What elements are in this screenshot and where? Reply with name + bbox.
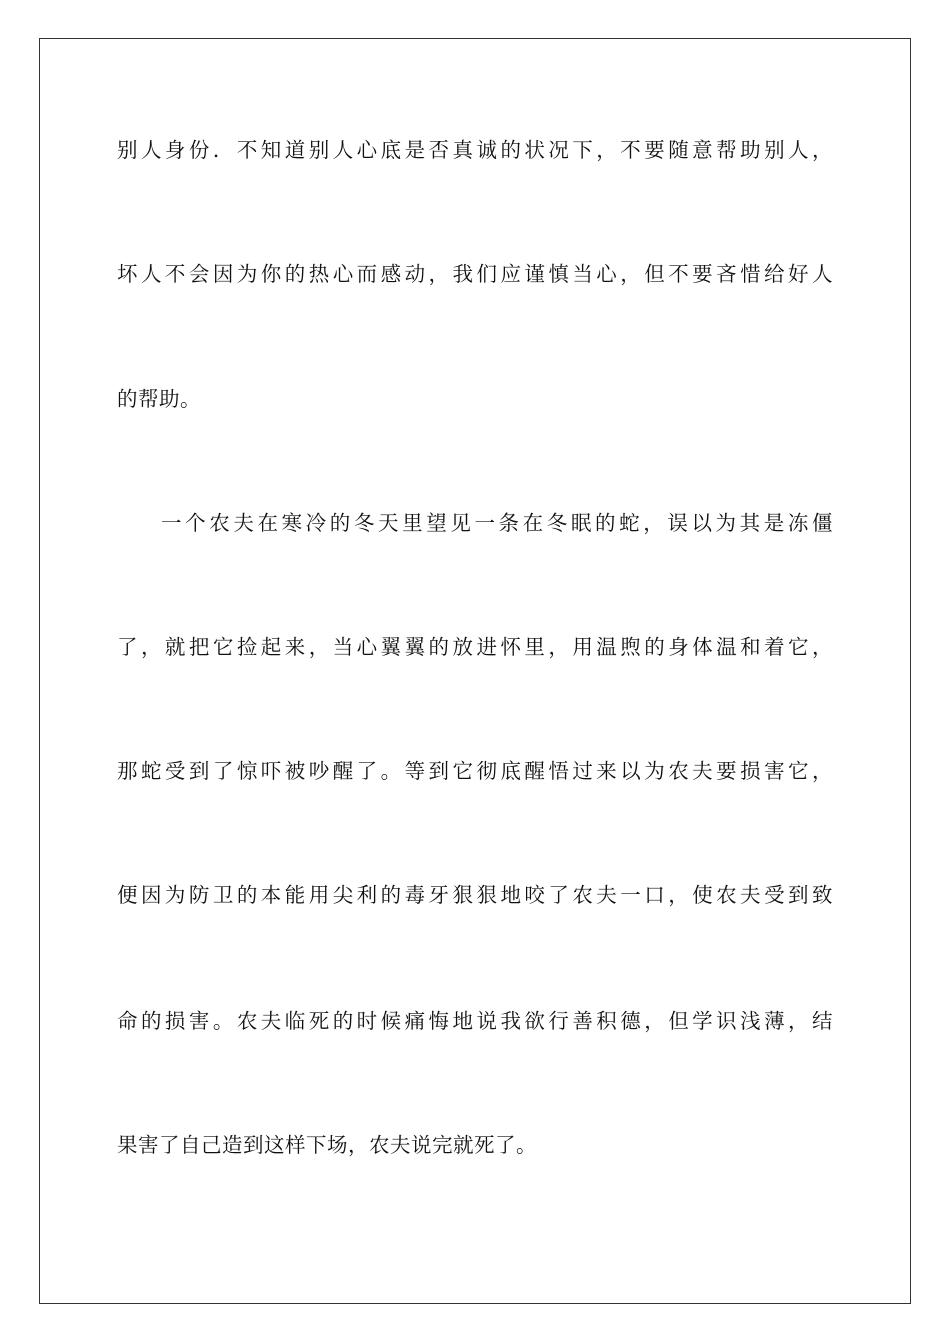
paragraph-1-line-1: 别人身份．不知道别人心底是否真诚的状况下，不要随意帮助别人， (117, 138, 833, 162)
paragraph-1-line-2: 坏人不会因为你的热心而感动，我们应谨慎当心，但不要吝惜给好人 (117, 262, 833, 286)
paragraph-2-line-5: 命的损害。农夫临死的时候痛悔地说我欲行善积德，但学识浅薄，结 (117, 1009, 833, 1033)
paragraph-2-line-1: 一个农夫在寒冷的冬天里望见一条在冬眠的蛇，误以为其是冻僵 (161, 511, 833, 535)
paragraph-2-line-4: 便因为防卫的本能用尖利的毒牙狠狠地咬了农夫一口，使农夫受到致 (117, 883, 833, 907)
paragraph-2-line-3: 那蛇受到了惊吓被吵醒了。等到它彻底醒悟过来以为农夫要损害它， (117, 759, 833, 783)
paragraph-2-line-2: 了，就把它捡起来，当心翼翼的放进怀里，用温煦的身体温和着它， (117, 635, 833, 659)
page-border (39, 38, 911, 1304)
paragraph-1-line-3: 的帮助。 (117, 387, 201, 411)
paragraph-2-line-6: 果害了自己造到这样下场，农夫说完就死了。 (117, 1133, 537, 1157)
